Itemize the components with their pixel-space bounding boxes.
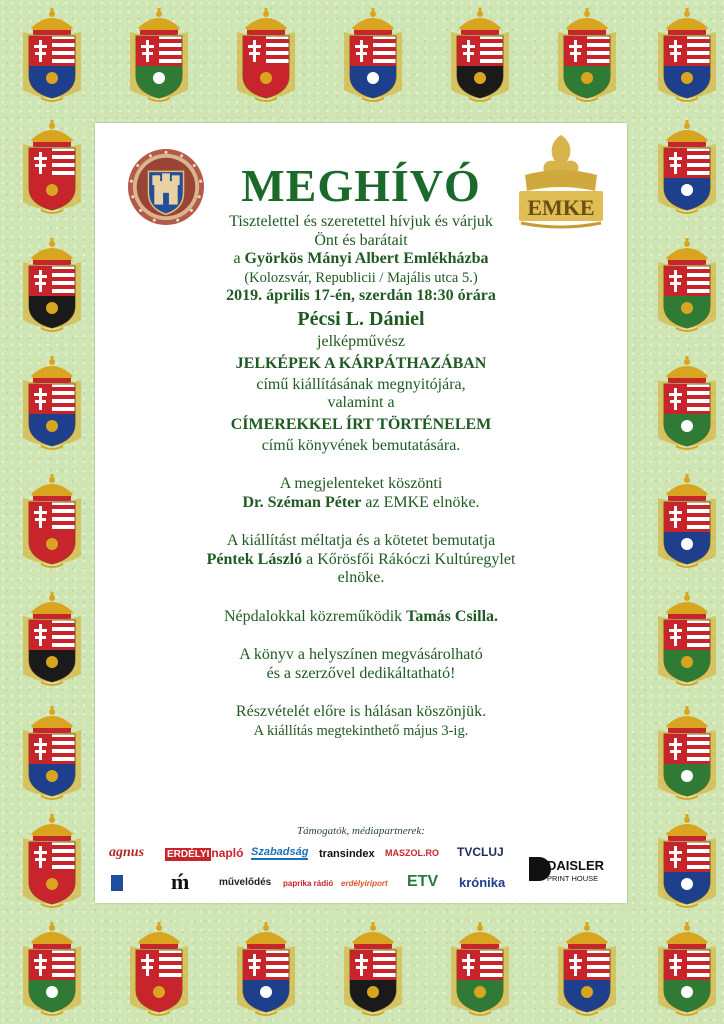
coat-of-arms-icon <box>652 590 722 688</box>
invitation-text <box>95 159 627 740</box>
coat-of-arms-icon <box>124 6 194 104</box>
sponsor-kronika: krónika <box>459 875 506 890</box>
coat-of-arms-icon <box>338 920 408 1018</box>
exhibition-line: című kiállításának megnyitójára, <box>256 375 466 393</box>
book-sale-line-1: A könyv a helyszínen megvásárolható <box>239 646 483 663</box>
venue-line: a Györkös Mányi Albert Emlékházba <box>233 250 489 267</box>
sponsor-erdelyi-naplo: ERDÉLYI napló <box>167 846 244 860</box>
event-date: 2019. április 17-én, szerdán 18:30 órára <box>226 286 496 304</box>
coat-of-arms-icon <box>17 704 87 802</box>
coat-of-arms-icon <box>17 118 87 216</box>
book-title: CÍMEREKKEL ÍRT TÖRTÉNELEM <box>230 415 492 433</box>
sponsor-m-logo: ḿ <box>171 869 190 894</box>
folk-songs-line: Népdalokkal közreműködik Tamás Csilla. <box>223 607 499 625</box>
coat-of-arms-icon <box>17 812 87 910</box>
coat-of-arms-icon <box>17 6 87 104</box>
venue-address: (Kolozsvár, Republicii / Majális utca 5.) <box>244 269 478 286</box>
also-line: valamint a <box>327 394 395 411</box>
coat-of-arms-icon <box>552 920 622 1018</box>
greeting-line: A megjelenteket köszönti <box>279 475 443 492</box>
thanks-line: Részvételét előre is hálásan köszönjük. <box>235 703 487 720</box>
coat-of-arms-icon <box>652 354 722 452</box>
coat-of-arms-icon <box>652 118 722 216</box>
sponsor-szabadsag: Szabadság <box>251 846 309 858</box>
intro-line-1: Tisztelettel és szeretettel hívjuk és várjuk <box>229 213 493 230</box>
sponsor-transindex: transindex <box>319 848 375 860</box>
venue-name: Györkös Mányi Albert Emlékházba <box>244 250 489 267</box>
presenter-line: Péntek László a Kőrösfői Rákóczi Kultúregylet <box>206 550 516 568</box>
coat-of-arms-icon <box>338 6 408 104</box>
coat-of-arms-icon <box>445 6 515 104</box>
sponsor-erdelyi-riport: erdélyiriport <box>341 879 388 888</box>
presenter-role: elnöke. <box>337 569 385 586</box>
coat-of-arms-icon <box>17 236 87 334</box>
coat-of-arms-icon <box>124 920 194 1018</box>
coat-of-arms-icon <box>652 472 722 570</box>
coat-of-arms-icon <box>231 920 301 1018</box>
coat-of-arms-icon <box>552 6 622 104</box>
exhibition-end-line: A kiállítás megtekinthető május 3-ig. <box>253 722 469 739</box>
sponsor-muvelodes: művelődés <box>219 877 272 888</box>
book-sale-line-2: és a szerzővel dedikáltatható! <box>266 664 456 682</box>
coat-of-arms-icon <box>652 704 722 802</box>
invitation-title: MEGHÍVÓ <box>241 160 481 211</box>
invitation-card <box>95 123 627 903</box>
greeter-line: Dr. Széman Péter az EMKE elnöke. <box>242 493 480 511</box>
presenter-name: Péntek László <box>206 550 303 568</box>
coat-of-arms-icon <box>17 920 87 1018</box>
singer-name: Tamás Csilla. <box>406 607 499 625</box>
coat-of-arms-icon <box>17 472 87 570</box>
book-line: című könyvének bemutatására. <box>261 436 461 454</box>
coat-of-arms-icon <box>652 812 722 910</box>
coat-of-arms-icon <box>17 354 87 452</box>
sponsor-agnus: agnus <box>109 845 145 860</box>
coat-of-arms-icon <box>652 920 722 1018</box>
sponsor-radio-romania-icon <box>111 875 151 891</box>
exhibition-title: JELKÉPEK A KÁRPÁTHAZÁBAN <box>235 354 487 372</box>
coat-of-arms-icon <box>17 590 87 688</box>
sponsors-heading: Támogatók, médiapartnerek: <box>297 825 425 837</box>
coat-of-arms-icon <box>231 6 301 104</box>
sponsor-maszol: MASZOL.RO <box>385 848 439 858</box>
intro-line-2: Önt és barátait <box>314 231 408 249</box>
sponsor-etv: ETV <box>407 873 439 890</box>
greeter-name: Dr. Széman Péter <box>242 493 362 511</box>
presenter-intro: A kiállítást méltatja és a kötetet bemutatja <box>226 532 496 549</box>
sponsor-tvcluj: TVCLUJ <box>457 845 504 859</box>
coat-of-arms-icon <box>652 236 722 334</box>
coat-of-arms-icon <box>652 6 722 104</box>
artist-role: jelképművész <box>317 333 405 350</box>
daisler-print-house-logo <box>527 849 623 889</box>
daisler-name: DAISLER <box>547 858 605 873</box>
daisler-subtitle: PRINT HOUSE <box>547 874 599 883</box>
artist-name: Pécsi L. Dániel <box>297 308 425 330</box>
emke-logo-text: EMKE <box>527 195 595 220</box>
coat-of-arms-icon <box>445 920 515 1018</box>
sponsor-paprika-radio: paprika rádió <box>283 879 334 888</box>
